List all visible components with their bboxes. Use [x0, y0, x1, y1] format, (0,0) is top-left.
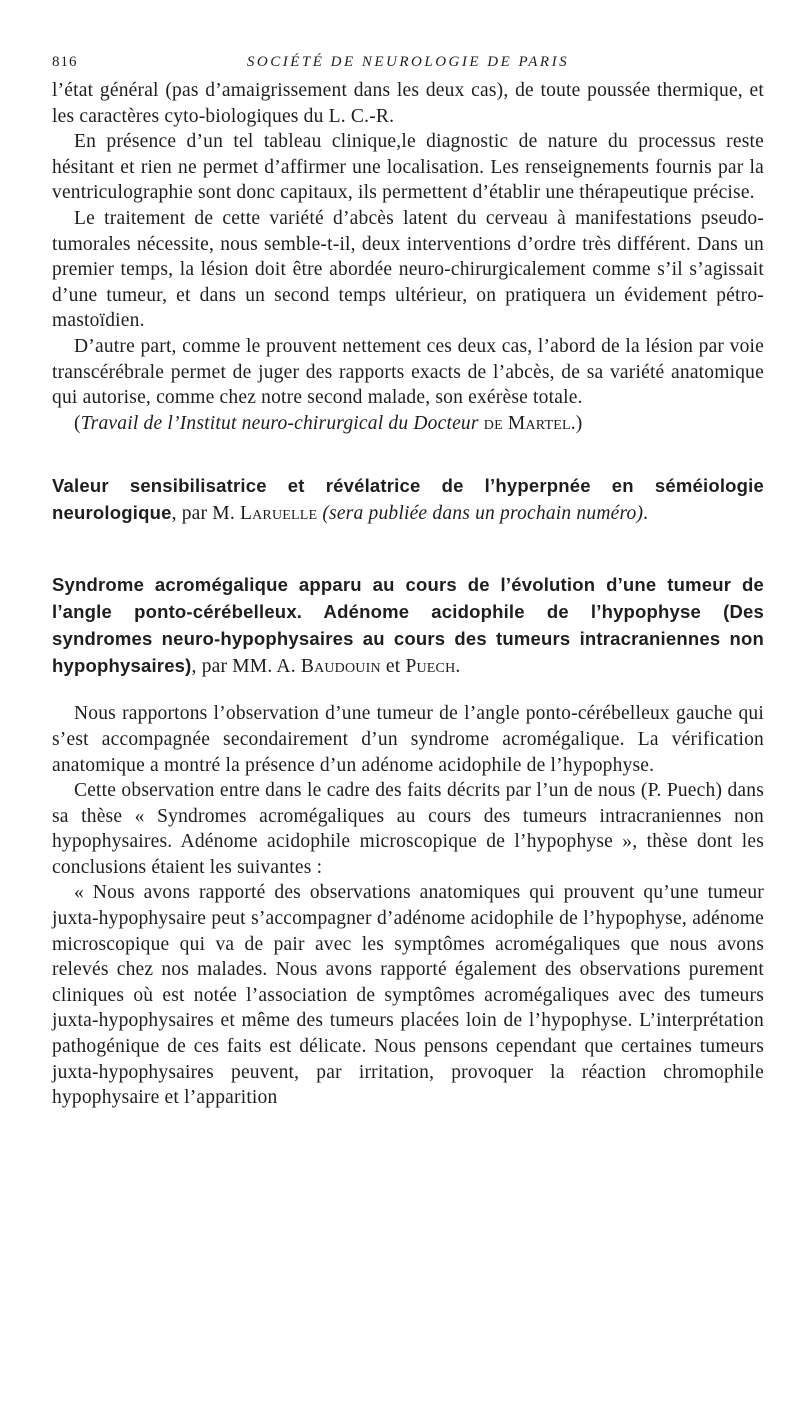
article-title: Valeur sensibilisatrice et révélatrice de l’hyperpnée en séméiologie neurologique	[52, 475, 764, 524]
running-title: SOCIÉTÉ DE NEUROLOGIE DE PARIS	[246, 54, 570, 70]
institution-credit: (Travail de l’Institut neuro-chirurgical du Docteur de Martel.)	[74, 412, 583, 434]
article-heading-acromegalie: Syndrome acromégalique apparu au cours de l’évolution d’une tumeur de l’angle ponto-cérébelleux. Adénome acidophile de l’hypophyse (Des syndromes neuro-hypophysaires au cours des tumeurs intracraniennes non hypophysaires), par MM. A. Baudouin et Puech.	[52, 574, 764, 678]
paragraph: D’autre part, comme le prouvent nettement ces deux cas, l’abord de la lésion par voie transcérébrale permet de juger des rapports exacts de l’abcès, de sa variété anatomique qui autorise, comme chez notre second malade, son exérèse totale.	[52, 335, 764, 409]
article-heading-hyperpnee: Valeur sensibilisatrice et révélatrice de l’hyperpnée en séméiologie neurologique, par M. Laruelle (sera publiée dans un prochain numéro).	[52, 475, 764, 525]
section-abces	[52, 78, 764, 436]
credit-text: Travail de l’Institut neuro-chirurgical du Docteur	[80, 412, 479, 434]
author-name: Baudouin	[300, 656, 381, 678]
paragraph: l’état général (pas d’amaigrissement dans les deux cas), de toute poussée thermique, et les caractères cyto-biologiques du L. C.-R.	[52, 80, 764, 127]
paragraph: Cette observation entre dans le cadre des faits décrits par l’un de nous (P. Puech) dans sa thèse « Syndromes acromégaliques au cours des tumeurs intracraniennes non hypophysaires. Adénome acidophile microscopique de l’hypophyse », thèse dont les conclusions étaient les suivantes :	[52, 780, 764, 878]
paragraph: En présence d’un tel tableau clinique,le diagnostic de nature du processus reste hésitant et rien ne permet d’affirmer une localisation. Les renseignements fournis par la ventriculographie sont donc capitaux, ils permettent d’établir une thérapeutique précise.	[52, 131, 764, 204]
page	[52, 52, 764, 1111]
page-number: 816	[52, 54, 78, 70]
author-name: Laruelle	[239, 503, 318, 525]
credit-name: de Martel	[483, 412, 571, 434]
paragraph: Le traitement de cette variété d’abcès latent du cerveau à manifestations pseudo-tumorales nécessite, nous semble-t-il, deux interventions d’ordre très différent. Dans un premier temps, la lésion doit être abordée neuro-chirurgicalement comme s’il s’agissait d’une tumeur, et dans un second temps ultérieur, on pratiquera un évidement pétro-mastoïdien.	[52, 207, 764, 332]
section-acromegalie	[52, 572, 764, 1111]
article-title: Syndrome acromégalique apparu au cours de l’évolution d’une tumeur de l’angle ponto-cérébelleux. Adénome acidophile de l’hypophyse (Des syndromes neuro-hypophysaires au cours des tumeurs intracraniennes non hypophysaires)	[52, 574, 764, 677]
running-header	[52, 52, 764, 78]
author-name: Puech	[405, 656, 456, 678]
publication-note: (sera publiée dans un prochain numéro)	[322, 503, 644, 525]
paragraph: Nous rapportons l’observation d’une tumeur de l’angle ponto-cérébelleux gauche qui s’est accompagnée secondairement d’un syndrome acromégalique. La vérification anatomique a montré la présence d’un adénome acidophile de l’hypophyse.	[52, 703, 764, 776]
paragraph: « Nous avons rapporté des observations anatomiques qui prouvent qu’une tumeur juxta-hypophysaire peut s’accompagner d’adénome acidophile de l’hypophyse, adénome microscopique qui va de pair avec les symptômes acromégaliques que nous avons relevés chez nos malades. Nous avons rapporté également des observations purement cliniques où est notée l’association de symptômes acromégaliques avec des tumeurs juxta-hypophysaires et même des tumeurs placées loin de l’hypophyse. L’interprétation pathogénique de ces faits est délicate. Nous pensons cependant que certaines tumeurs juxta-hypophysaires peuvent, par irritation, provoquer la réaction chromophile hypophysaire et l’apparition	[52, 882, 764, 1109]
